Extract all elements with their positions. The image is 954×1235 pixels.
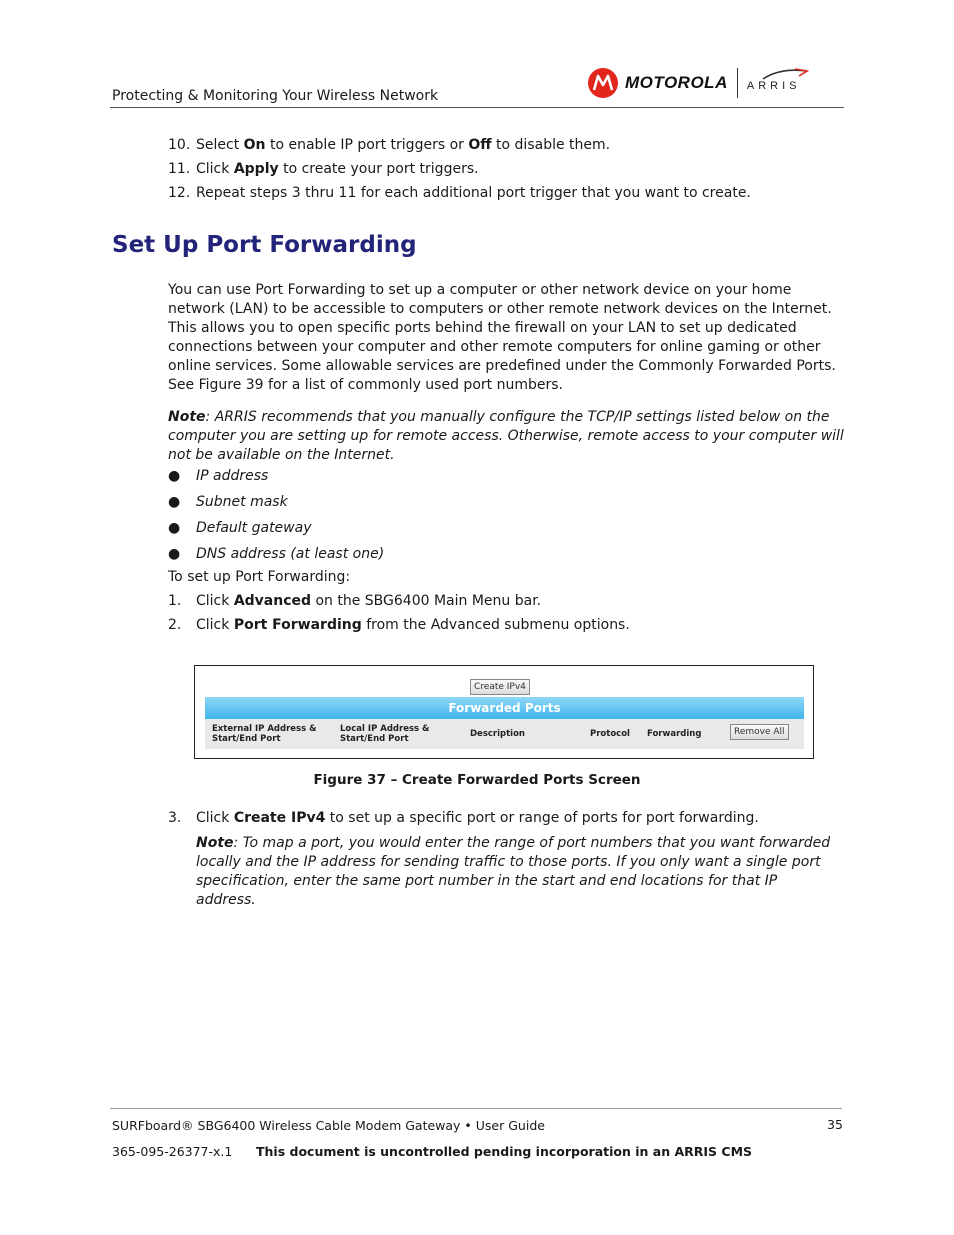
create-ipv4-button[interactable]: Create IPv4 [470,679,530,695]
arris-logo [747,68,811,98]
port-mapping-note: Note: To map a port, you would enter the range of port numbers that you want forwarded locally and the IP address for sending traffic to those ports. If you only want a single port specification, enter the same port number in the start and end locations for that IP address. [196,835,831,908]
footer-warning: This document is uncontrolled pending incorporation in an ARRIS CMS [256,1144,753,1159]
col-external-ip: External IP Address & Start/End Port [212,724,317,744]
arris-wordmark: ARRIS [746,80,801,92]
figure-caption: Figure 37 – Create Forwarded Ports Screen [313,772,641,788]
forwarded-ports-title-bar: Forwarded Ports [205,697,804,719]
bullet-dns-address: ● DNS address (at least one) [168,546,385,562]
section-heading: Set Up Port Forwarding [112,232,417,258]
motorola-wordmark: MOTOROLA [625,73,728,92]
setup-lead-in: To set up Port Forwarding: [168,569,351,585]
motorola-logo-icon [588,68,618,98]
step-12: 12. Repeat steps 3 thru 11 for each additional port trigger that you want to create. [168,185,751,201]
footer-divider [110,1108,842,1109]
footer-doc-number: 365-095-26377-x.1 [112,1144,233,1159]
col-description: Description [470,729,525,739]
remove-all-button[interactable]: Remove All [730,724,789,740]
col-local-ip: Local IP Address & Start/End Port [340,724,430,744]
step-3: 3. Click Create IPv4 to set up a specific port or range of ports for port forwarding. [168,810,759,826]
footer-product: SURFboard® SBG6400 Wireless Cable Modem Gateway • User Guide [112,1118,545,1133]
arris-swoosh-icon [761,68,809,80]
step-2: 2. Click Port Forwarding from the Advanced submenu options. [168,617,630,633]
header-section-title: Protecting & Monitoring Your Wireless Network [112,88,439,104]
brand-logos [588,66,811,100]
forwarded-ports-figure [194,665,814,759]
bullet-default-gateway: ● Default gateway [168,520,312,536]
intro-paragraph: You can use Port Forwarding to set up a computer or other network device on your home network (LAN) to be accessible to computers or other remote network devices on the Internet. This allows you to open specific ports behind the firewall on your LAN to set up dedicated connections between your computer and other remote computers for online gaming or other online services. Some allowable services are predefined under the Commonly Forwarded Ports. See Figure 39 for a list of commonly used port numbers. [168,282,836,393]
col-protocol: Protocol [590,729,630,739]
header-divider [110,107,844,108]
tcpip-note: Note: ARRIS recommends that you manually configure the TCP/IP settings listed below on the computer you are setting up for remote access. Otherwise, remote access to your computer will not be available on the Internet. [168,409,844,463]
col-forwarding: Forwarding [647,729,702,739]
step-11: 11. Click Apply to create your port triggers. [168,161,479,177]
footer-page-number: 35 [827,1117,843,1132]
forwarded-ports-header-row [205,719,804,749]
step-10: 10. Select On to enable IP port triggers or Off to disable them. [168,137,611,153]
bullet-ip-address: ● IP address [168,468,269,484]
step-1: 1. Click Advanced on the SBG6400 Main Menu bar. [168,593,542,609]
bullet-subnet-mask: ● Subnet mask [168,494,288,510]
logo-separator [737,68,738,98]
